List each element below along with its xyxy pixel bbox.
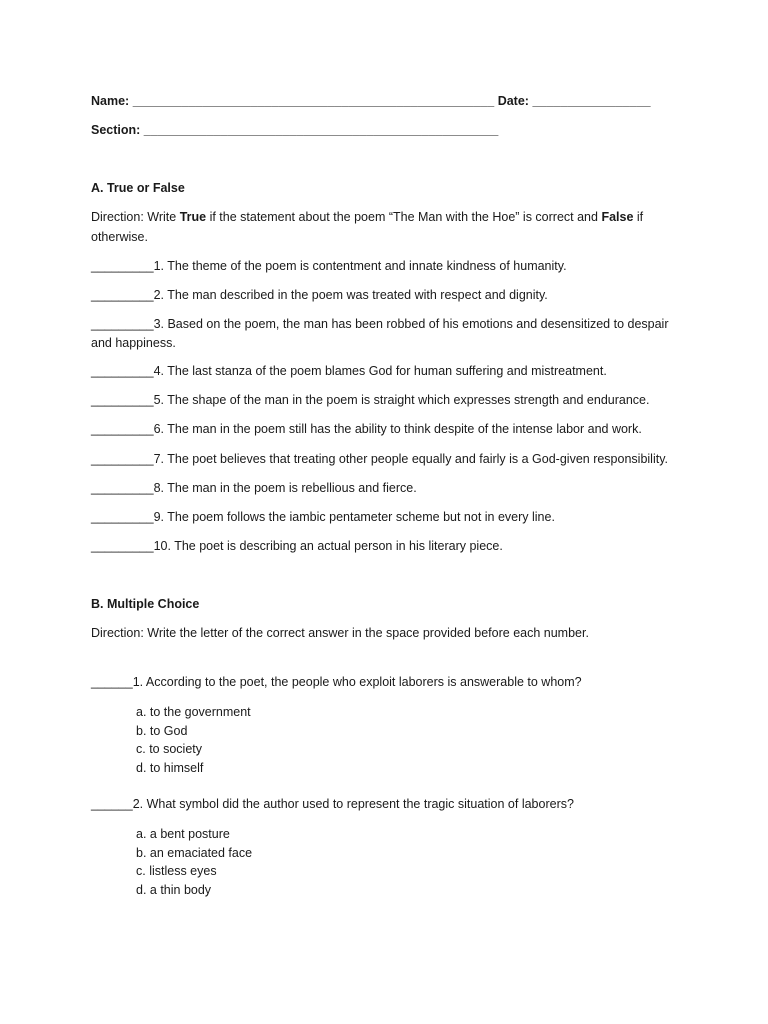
tf-item-2: _________2. The man described in the poem was treated with respect and dignity.	[91, 288, 548, 302]
tf-item-3-continued: and happiness.	[91, 336, 176, 350]
tf-item-1: _________1. The theme of the poem is contentment and innate kindness of humanity.	[91, 259, 567, 273]
mc-question-1-choices	[136, 703, 251, 778]
tf-item-3: _________3. Based on the poem, the man has been robbed of his emotions and desensitized to despair	[91, 317, 669, 331]
section-blank: ___________________________________________________	[143, 123, 499, 137]
direction-true-word: True	[179, 210, 207, 224]
tf-item-7: _________7. The poet believes that treating other people equally and fairly is a God-given responsibility.	[91, 452, 668, 466]
choice-2c: c. listless eyes	[136, 864, 217, 879]
name-row	[91, 94, 651, 108]
date-label: Date:	[497, 94, 529, 108]
choice-1c: c. to society	[136, 742, 202, 757]
direction-false-word: False	[601, 210, 634, 224]
part-a-direction	[91, 210, 643, 224]
part-b-heading: B. Multiple Choice	[91, 597, 200, 611]
choice-2d: d. a thin body	[136, 883, 212, 898]
tf-item-8: _________8. The man in the poem is rebellious and fierce.	[91, 481, 417, 495]
name-label: Name:	[91, 94, 130, 108]
tf-item-10: _________10. The poet is describing an actual person in his literary piece.	[91, 539, 503, 553]
part-a-heading: A. True or False	[91, 181, 185, 195]
name-blank: ____________________________________________________	[132, 94, 495, 108]
direction-text-1: Direction: Write	[91, 210, 180, 224]
section-row	[91, 123, 498, 137]
tf-item-5: _________5. The shape of the man in the poem is straight which expresses strength and endurance.	[91, 393, 650, 407]
tf-item-4: _________4. The last stanza of the poem blames God for human suffering and mistreatment.	[91, 364, 607, 378]
tf-item-9: _________9. The poem follows the iambic pentameter scheme but not in every line.	[91, 510, 555, 524]
direction-text-2: if the statement about the poem “The Man with the Hoe” is correct and	[206, 210, 602, 224]
part-a-direction-line2: otherwise.	[91, 230, 148, 244]
direction-text-3: if	[633, 210, 644, 224]
tf-item-6: _________6. The man in the poem still has the ability to think despite of the intense labor and work.	[91, 422, 642, 436]
mc-question-2-choices	[136, 825, 252, 900]
part-b-direction: Direction: Write the letter of the correct answer in the space provided before each number.	[91, 626, 589, 640]
date-blank: _________________	[532, 94, 651, 108]
mc-question-2: ______2. What symbol did the author used to represent the tragic situation of laborers?	[91, 797, 574, 811]
choice-1d: d. to himself	[136, 761, 204, 776]
mc-question-1: ______1. According to the poet, the people who exploit laborers is answerable to whom?	[91, 675, 582, 689]
choice-2a: a. a bent posture	[136, 827, 230, 841]
section-label: Section:	[91, 123, 141, 137]
choice-1a: a. to the government	[136, 705, 251, 719]
choice-2b: b. an emaciated face	[136, 845, 253, 860]
choice-1b: b. to God	[136, 723, 188, 738]
